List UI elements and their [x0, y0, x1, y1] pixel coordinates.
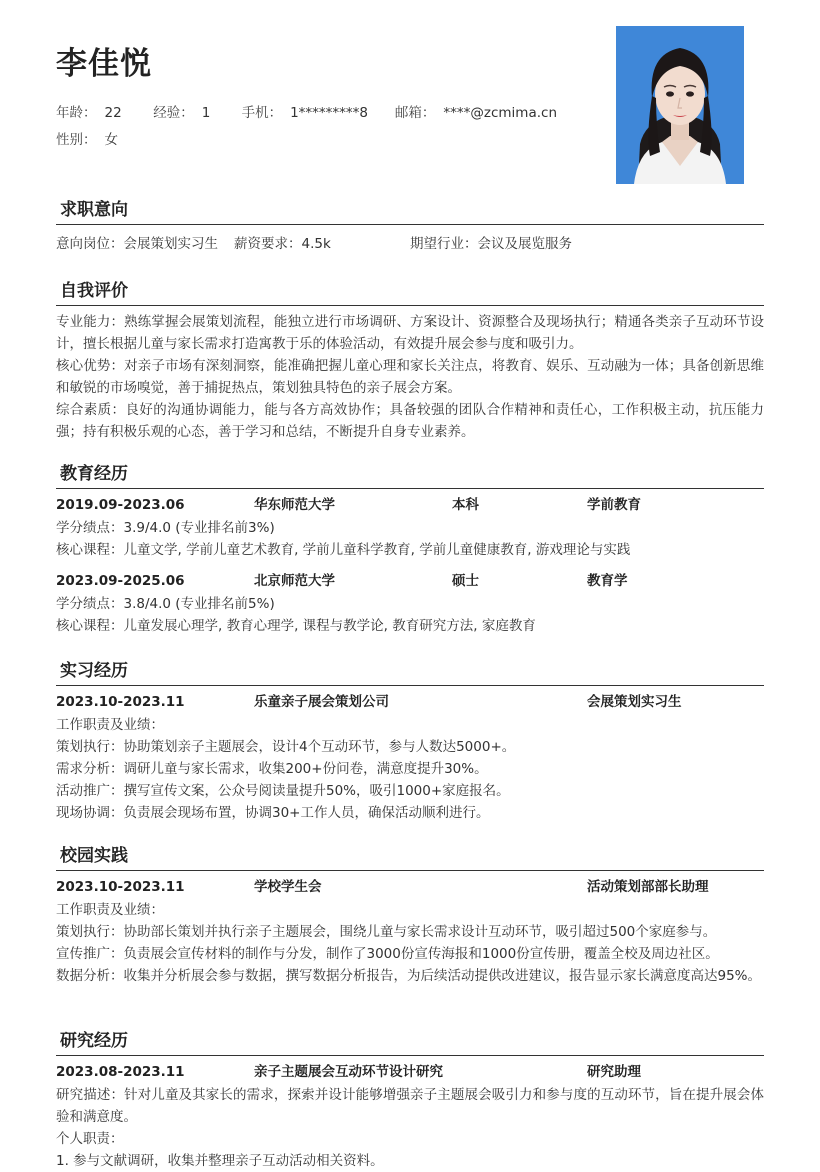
self-evaluation-section — [56, 277, 764, 443]
section-title: 实习经历 — [56, 657, 764, 686]
research-line: 研究描述：针对儿童及其家长的需求，探索并设计能够增强亲子主题展会吸引力和参与度的互动环节，旨在提升展会体验和满意度。 — [56, 1087, 764, 1125]
position-label: 意向岗位： — [56, 236, 124, 252]
age-value: 22 — [104, 105, 122, 121]
education-item — [56, 569, 764, 637]
education-period: 2023.09-2025.06 — [56, 573, 185, 589]
education-period: 2019.09-2023.06 — [56, 497, 185, 513]
internship-line: 工作职责及业绩： — [56, 717, 164, 733]
degree: 本科 — [452, 497, 479, 513]
research-section — [56, 1027, 764, 1172]
industry-label: 期望行业： — [410, 236, 478, 252]
project-name: 亲子主题展会互动环节设计研究 — [254, 1064, 443, 1080]
job-intent-section — [56, 196, 764, 255]
self-eval-paragraph: 综合素质：良好的沟通协调能力，能与各方高效协作；具备较强的团队合作精神和责任心，工作积极主动，抗压能力强；持有积极乐观的心态，善于学习和总结，不断提升自身专业素养。 — [56, 402, 764, 440]
campus-period: 2023.10-2023.11 — [56, 879, 185, 895]
gender-row — [56, 128, 118, 148]
job-role: 会展策划实习生 — [587, 694, 682, 710]
organization-name: 学校学生会 — [254, 879, 322, 895]
job-intent-row — [56, 233, 764, 255]
gpa-line: 学分绩点：3.8/4.0 (专业排名前5%) — [56, 596, 275, 612]
campus-line: 策划执行：协助部长策划并执行亲子主题展会，围绕儿童与家长需求设计互动环节，吸引超过500个家庭参与。 — [56, 924, 717, 940]
gender-label: 性别： — [56, 132, 97, 148]
phone-value: 1*********8 — [290, 105, 369, 121]
portrait-illustration — [616, 26, 744, 184]
research-role: 研究助理 — [587, 1064, 641, 1080]
company-name: 乐童亲子展会策划公司 — [254, 694, 389, 710]
basic-info-row — [56, 101, 557, 121]
research-period: 2023.08-2023.11 — [56, 1064, 185, 1080]
section-title: 教育经历 — [56, 460, 764, 489]
campus-role: 活动策划部部长助理 — [587, 879, 709, 895]
gpa-line: 学分绩点：3.9/4.0 (专业排名前3%) — [56, 520, 275, 536]
candidate-name: 李佳悦 — [56, 46, 152, 82]
internship-line: 现场协调：负责展会现场布置，协调30+工作人员，确保活动顺利进行。 — [56, 805, 490, 821]
section-title: 研究经历 — [56, 1027, 764, 1056]
email-label: 邮箱： — [394, 105, 436, 121]
self-eval-paragraph: 核心优势：对亲子市场有深刻洞察，能准确把握儿童心理和家长关注点，将教育、娱乐、互动融为一体；具备创新思维和敏锐的市场嗅觉，善于捕捉热点，策划独具特色的亲子展会方案。 — [56, 358, 764, 396]
courses-line: 核心课程：儿童文学, 学前儿童艺术教育, 学前儿童科学教育, 学前儿童健康教育, 游戏理论与实践 — [56, 542, 631, 558]
campus-line: 数据分析：收集并分析展会参与数据，撰写数据分析报告，为后续活动提供改进建议，报告显示家长满意度高达95%。 — [56, 968, 762, 984]
education-item — [56, 493, 764, 561]
gender-value: 女 — [104, 132, 118, 148]
campus-practice-section — [56, 842, 764, 987]
phone-label: 手机： — [241, 105, 283, 121]
internship-line: 活动推广：撰写宣传文案，公众号阅读量提升50%，吸引1000+家庭报名。 — [56, 783, 510, 799]
profile-photo — [616, 26, 744, 184]
section-title: 校园实践 — [56, 842, 764, 871]
campus-line: 宣传推广：负责展会宣传材料的制作与分发，制作了3000份宣传海报和1000份宣传册，覆盖全校及周边社区。 — [56, 946, 719, 962]
internship-period: 2023.10-2023.11 — [56, 694, 185, 710]
self-eval-paragraph: 专业能力：熟练掌握会展策划流程，能独立进行市场调研、方案设计、资源整合及现场执行；精通各类亲子互动环节设计，擅长根据儿童与家长需求打造寓教于乐的体验活动，有效提升展会参与度和吸引力。 — [56, 314, 764, 352]
research-line: 1. 参与文献调研，收集并整理亲子互动活动相关资料。 — [56, 1153, 384, 1169]
experience-value: 1 — [201, 105, 211, 121]
section-title: 求职意向 — [56, 196, 764, 225]
school-name: 北京师范大学 — [254, 573, 335, 589]
research-line: 个人职责： — [56, 1131, 124, 1147]
salary-value: 4.5k — [301, 236, 331, 252]
experience-label: 经验： — [153, 105, 194, 121]
major: 教育学 — [587, 573, 628, 589]
courses-line: 核心课程：儿童发展心理学, 教育心理学, 课程与教学论, 教育研究方法, 家庭教育 — [56, 618, 536, 634]
age-label: 年龄： — [56, 105, 97, 121]
email-value: ****@zcmima.cn — [443, 105, 557, 121]
education-section — [56, 460, 764, 637]
internship-section — [56, 657, 764, 824]
internship-line: 策划执行：协助策划亲子主题展会，设计4个互动环节，参与人数达5000+。 — [56, 739, 516, 755]
school-name: 华东师范大学 — [254, 497, 335, 513]
degree: 硕士 — [452, 573, 479, 589]
section-title: 自我评价 — [56, 277, 764, 306]
internship-line: 需求分析：调研儿童与家长需求，收集200+份问卷，满意度提升30%。 — [56, 761, 488, 777]
position-value: 会展策划实习生 — [123, 236, 218, 252]
industry-value: 会议及展览服务 — [477, 236, 572, 252]
campus-line: 工作职责及业绩： — [56, 902, 164, 918]
major: 学前教育 — [587, 497, 641, 513]
salary-label: 薪资要求： — [234, 236, 302, 252]
